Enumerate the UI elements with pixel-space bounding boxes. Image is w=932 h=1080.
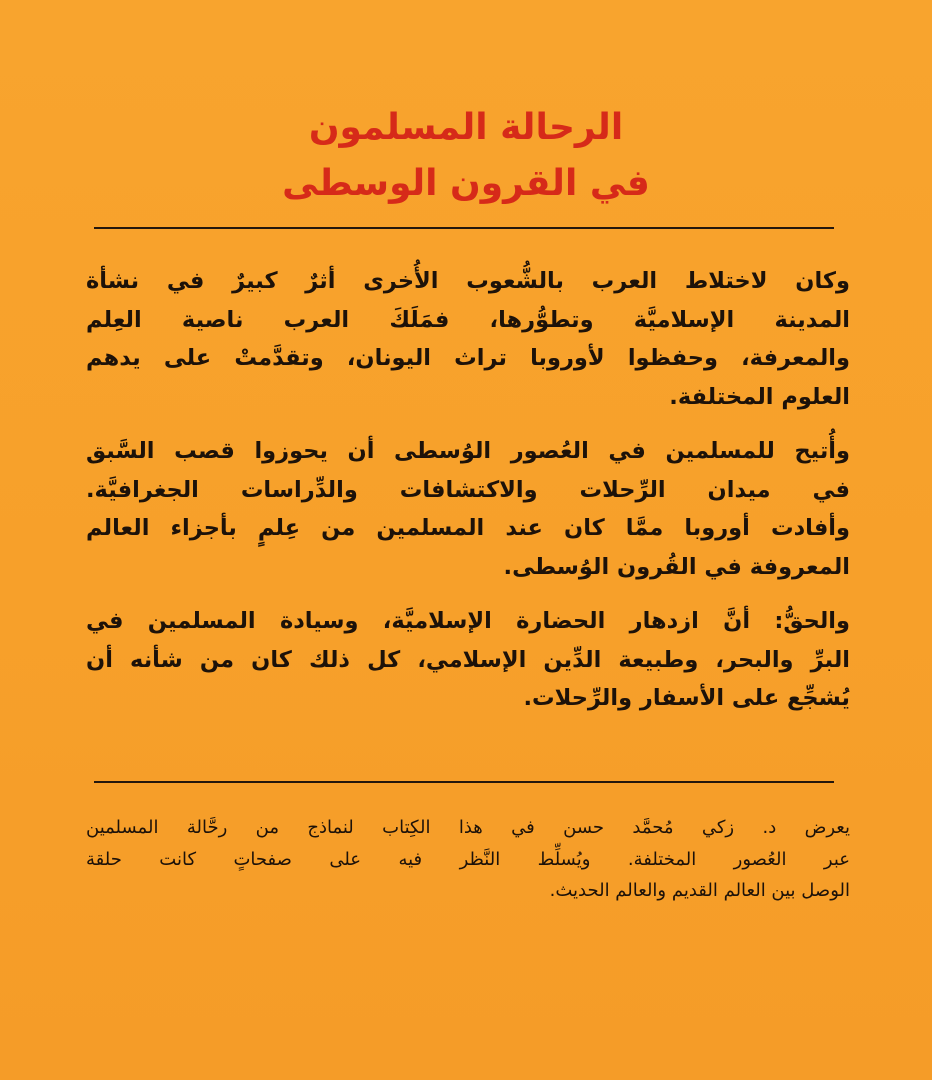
text-line: العلوم المختلفة. — [669, 383, 850, 410]
book-blurb — [86, 812, 850, 907]
title-line-2: في القرون الوسطى — [282, 163, 650, 204]
blurb-line: الوصل بين العالم القديم والعالم الحديث. — [549, 880, 850, 901]
paragraph-1 — [86, 262, 850, 416]
blurb-line: يعرض د. زكي مُحمَّد حسن في هذا الكِتاب لنماذج من رحَّالة المسلمين — [86, 817, 850, 838]
text-line: وأفادت أوروبا ممَّا كان عند المسلمين من عِلمٍ بأجزاء العالم — [86, 515, 850, 541]
title-line-1: الرحالة المسلمون — [308, 107, 624, 148]
paragraph-2 — [86, 432, 850, 586]
book-title — [0, 100, 932, 212]
text-line: وكان لاختلاط العرب بالشُّعوب الأُخرى أثرٌ كبيرٌ في نشأة — [86, 268, 850, 294]
text-line: المعروفة في القُرون الوُسطى. — [503, 553, 850, 580]
text-line: البرِّ والبحر، وطبيعة الدِّين الإسلامي، كل ذلك كان من شأنه أن — [86, 646, 850, 673]
text-line: في ميدان الرِّحلات والاكتشافات والدِّراسات الجغرافيَّة. — [86, 476, 850, 503]
text-line: وأُتيح للمسلمين في العُصور الوُسطى أن يحوزوا قصب السَّبق — [86, 438, 850, 464]
top-divider — [94, 227, 834, 229]
body-text — [86, 262, 850, 734]
paragraph-3 — [86, 602, 850, 718]
blurb-line: عبر العُصور المختلفة. ويُسلِّط النَّظر فيه على صفحاتٍ كانت حلقة — [86, 848, 850, 870]
text-line: يُشجِّع على الأسفار والرِّحلات. — [523, 685, 850, 711]
bottom-divider — [94, 781, 834, 783]
text-line: المدينة الإسلاميَّة وتطوُّرها، فمَلَكَ العرب ناصية العِلم — [86, 306, 850, 333]
text-line: والمعرفة، وحفظوا لأوروبا تراث اليونان، وتقدَّمتْ على يدهم — [86, 345, 850, 371]
text-line: والحقُّ: أنَّ ازدهار الحضارة الإسلاميَّة، وسيادة المسلمين في — [86, 608, 850, 634]
